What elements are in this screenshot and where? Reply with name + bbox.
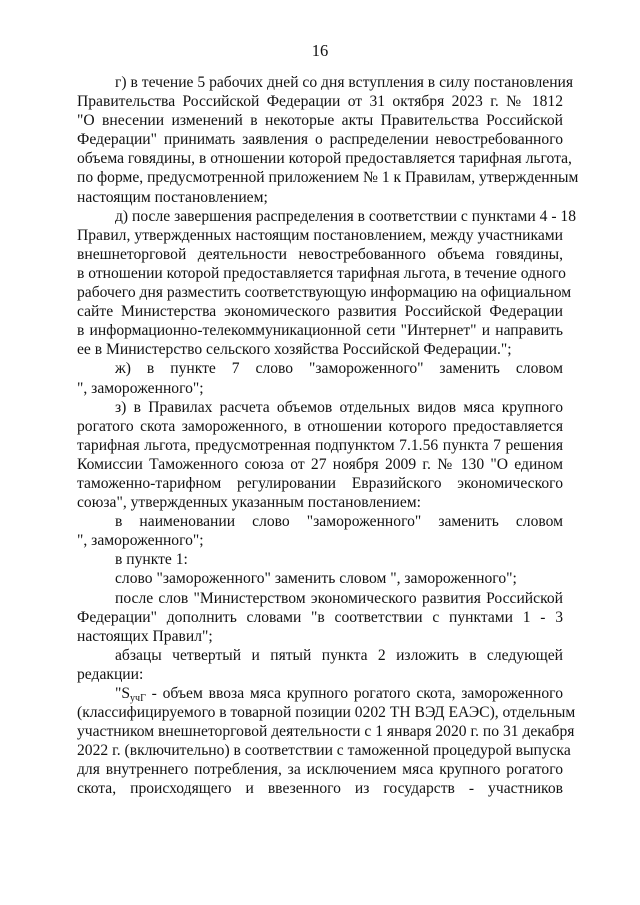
- main-text: [77, 73, 579, 684]
- text-line: Федерации" дополнить словами "в соответствии с пунктами 1 - 3: [77, 608, 563, 626]
- text-line: абзацы четвертый и пятый пункта 2 изложить в следующей: [115, 646, 563, 664]
- page-number: 16: [311, 41, 329, 60]
- text-line: "О внесении изменений в некоторые акты Правительства Российской: [77, 112, 563, 130]
- text-line: рабочего дня разместить соответствующую информацию на официальном: [77, 284, 572, 302]
- text-line: Комиссии Таможенного союза от 27 ноября 2009 г. № 130 "О едином: [77, 455, 563, 473]
- text-line: рогатого скота замороженного, в отношении которого предоставляется: [77, 417, 563, 435]
- formula-prefix: "S: [115, 685, 131, 702]
- text-line: скота, происходящего и ввезенного из государств - участников: [77, 780, 563, 798]
- text-line: ", замороженного";: [77, 379, 204, 397]
- text-line: для внутреннего потребления, за исключением мяса крупного рогатого: [77, 761, 563, 779]
- text-line: в наименовании слово "замороженного" заменить словом: [115, 513, 563, 531]
- text-line: объема говядины, в отношении которой предоставляется тарифная льгота,: [77, 150, 572, 168]
- text-line: 2022 г. (включительно) в соответствии с таможенной процедурой выпуска: [77, 742, 571, 760]
- text-line: ж) в пункте 7 слово "замороженного" заменить словом: [115, 360, 563, 378]
- document-body: [77, 73, 579, 799]
- text-line: внешнеторговой деятельности невостребованного объема говядины,: [77, 245, 563, 263]
- text-line: таможенно-тарифном регулировании Евразийского экономического: [77, 474, 563, 492]
- text-line: по форме, предусмотренной приложением № 1 к Правилам, утвержденным: [77, 169, 579, 187]
- text-line: союза", утвержденных указанным постановлением:: [77, 494, 421, 512]
- text-line: тарифная льгота, предусмотренная подпунктом 7.1.56 пункта 7 решения: [77, 436, 563, 454]
- text-line: редакции:: [77, 665, 144, 683]
- text-line: Правил, утвержденных настоящим постановлением, между участниками: [77, 226, 563, 244]
- formula-text: - объем ввоза мяса крупного рогатого скота, замороженного: [145, 685, 563, 702]
- text-line: настоящих Правил";: [77, 627, 213, 645]
- text-line: после слов "Министерством экономического развития Российской: [115, 589, 563, 607]
- formula-subscript: учГ: [130, 693, 146, 704]
- text-line: в отношении которой предоставляется тарифная льгота, в течение одного: [77, 264, 566, 282]
- text-line: в пункте 1:: [115, 551, 188, 569]
- text-line: Федерации" принимать заявления о распределении невостребованного: [77, 131, 563, 149]
- text-line: настоящим постановлением;: [77, 188, 268, 206]
- text-line: Правительства Российской Федерации от 31 октября 2023 г. № 1812: [77, 93, 563, 111]
- text-line: участником внешнеторговой деятельности с 1 января 2020 г. по 31 декабря: [77, 723, 575, 741]
- formula-line: [77, 684, 563, 703]
- tail-text: [77, 703, 576, 798]
- text-line: д) после завершения распределения в соответствии с пунктами 4 - 18: [115, 207, 577, 225]
- text-line: (классифицируемого в товарной позиции 0202 ТН ВЭД ЕАЭС), отдельным: [77, 704, 576, 722]
- text-line: сайте Министерства экономического развития Российской Федерации: [77, 303, 563, 321]
- text-line: г) в течение 5 рабочих дней со дня вступления в силу постановления: [115, 74, 574, 91]
- text-line: з) в Правилах расчета объемов отдельных видов мяса крупного: [115, 398, 563, 416]
- text-line: ее в Министерство сельского хозяйства Российской Федерации.";: [77, 341, 512, 359]
- text-line: в информационно-телекоммуникационной сети "Интернет" и направить: [77, 322, 563, 340]
- text-line: ", замороженного";: [77, 532, 204, 550]
- text-line: слово "замороженного" заменить словом ", замороженного";: [115, 570, 517, 588]
